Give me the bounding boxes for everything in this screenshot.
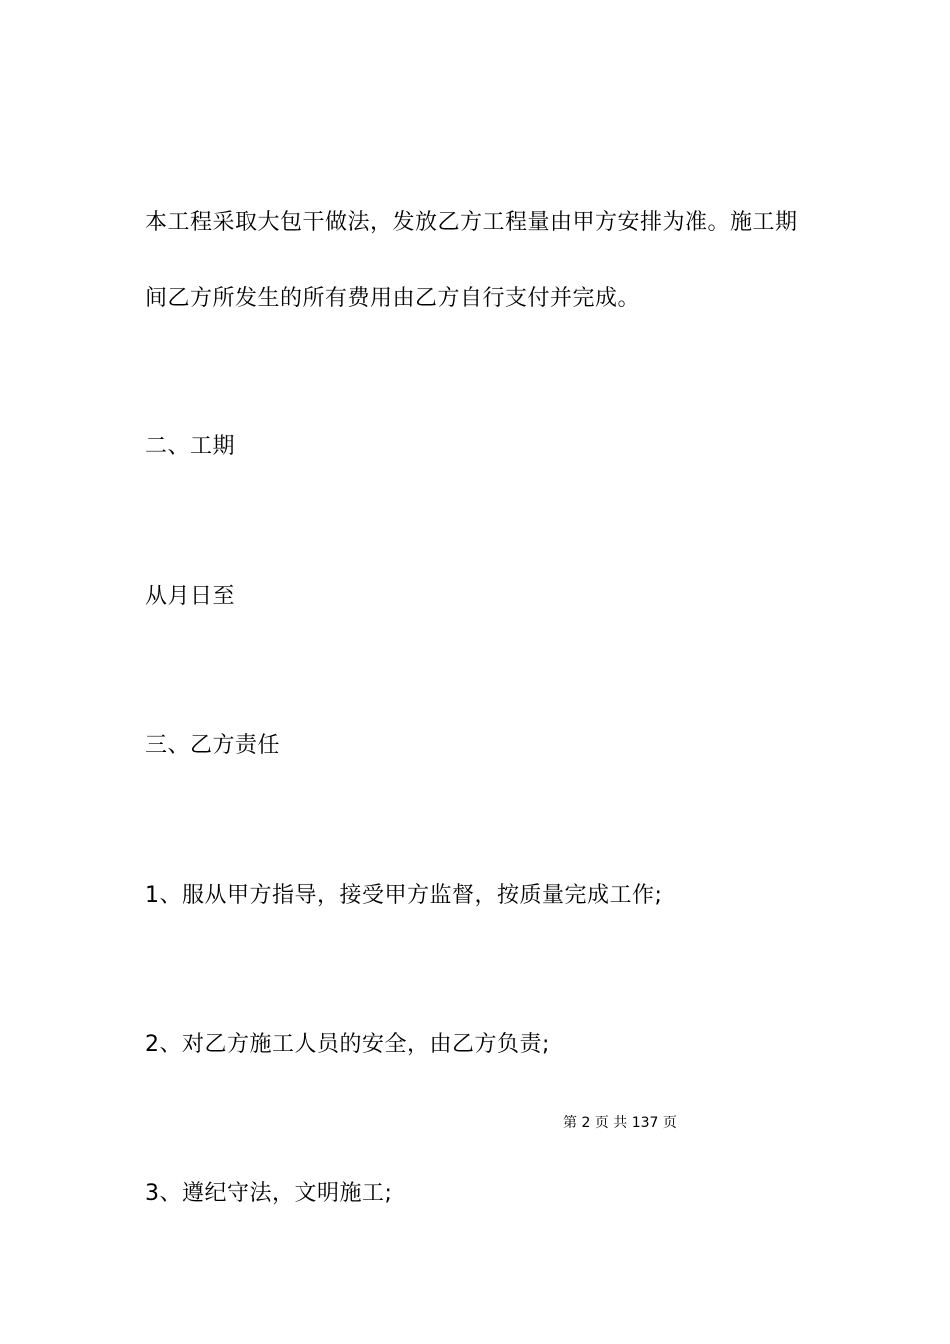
page-number-footer: 第 2 页 共 137 页 xyxy=(563,1115,677,1131)
paragraph-text-line: 间乙方所发生的所有费用由乙方自行支付并完成。 xyxy=(145,286,641,311)
paragraph-text-line: 本工程采取大包干做法，发放乙方工程量由甲方安排为准。施工期 xyxy=(145,210,798,235)
list-item: 3、遵纪守法，文明施工; xyxy=(145,1181,393,1206)
section-heading: 三、乙方责任 xyxy=(145,733,281,758)
list-item: 1、服从甲方指导，接受甲方监督，按质量完成工作; xyxy=(145,883,663,908)
list-item: 2、对乙方施工人员的安全，由乙方负责; xyxy=(145,1032,550,1057)
section-heading: 二、工期 xyxy=(145,434,236,459)
section-body-text: 从月日至 xyxy=(145,584,236,609)
